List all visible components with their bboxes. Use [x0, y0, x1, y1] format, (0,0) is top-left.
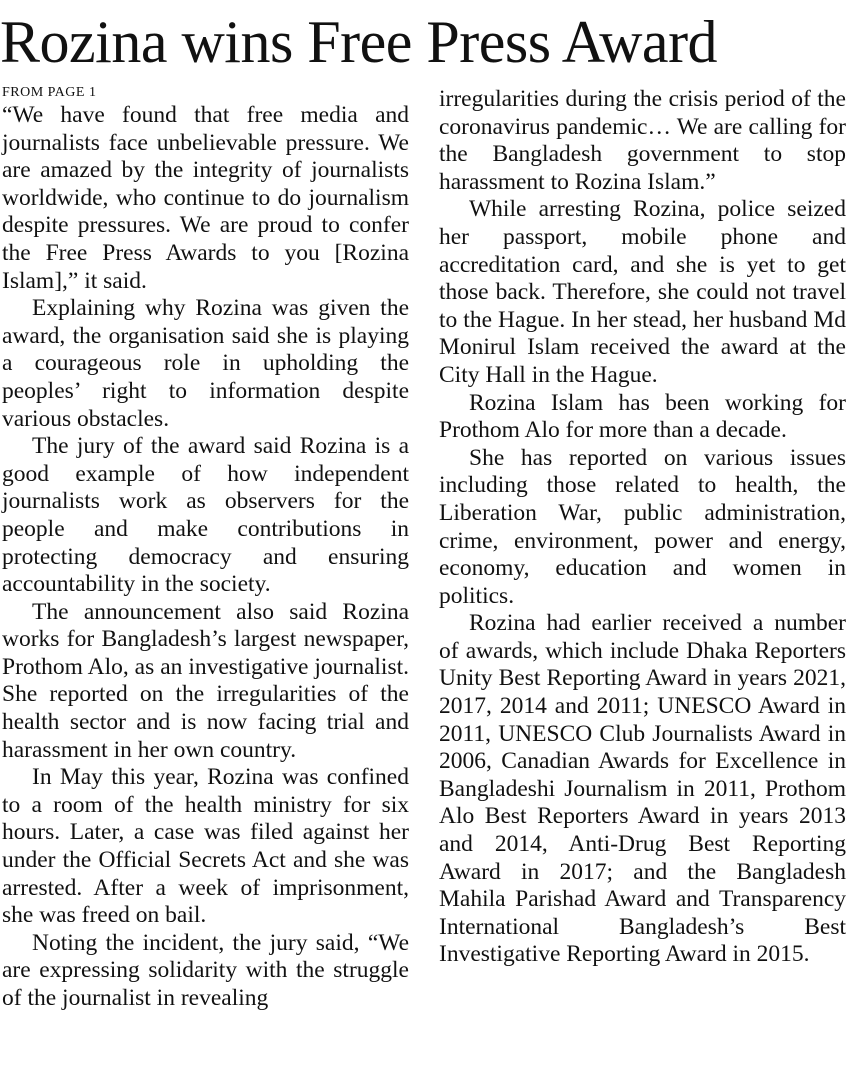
paragraph: “We have found that free media and journalists face unbelievable pressure. We are amazed by the integrity of journalists worldwide, who continue to do journalism despite pressures. We are proud to confer the Free Press Awards to you [Rozina Islam],” it said. [2, 102, 409, 294]
paragraph: The announcement also said Rozina works for Bangladesh’s largest newspaper, Prothom Alo, as an investigative journalist. She reported on the irregularities of the health sector and is now facing trial and harassment in her own country. [2, 598, 409, 763]
article-headline: Rozina wins Free Press Award [0, 9, 718, 75]
paragraph: Rozina Islam has been working for Prothom Alo for more than a decade. [439, 389, 846, 444]
paragraph: She has reported on various issues including those related to health, the Liberation War, public administration, crime, environment, power and energy, economy, education and women in politics. [439, 444, 846, 609]
paragraph: In May this year, Rozina was confined to a room of the health ministry for six hours. Later, a case was filed against her under the Official Secrets Act and she was arrested. After a week of imprisonment, she was freed on bail. [2, 764, 409, 929]
paragraph: Explaining why Rozina was given the award, the organisation said she is playing a courageous role in upholding the peoples’ right to information despite various obstacles. [2, 295, 409, 432]
paragraph: Rozina had earlier received a number of awards, which include Dhaka Reporters Unity Best Reporting Award in years 2021, 2017, 2014 and 2011; UNESCO Award in 2011, UNESCO Club Journalists Award in 2006, Canadian Awards for Excellence in Bangladeshi Journalism in 2011, Prothom Alo Best Reporters Award in years 2013 and 2014, Anti-Drug Best Reporting Award in 2017; and the Bangladesh Mahila Parishad Award and Transparency International Bangladesh’s Best Investigative Reporting Award in 2015. [439, 610, 846, 968]
jump-line: FROM PAGE 1 [2, 85, 97, 100]
paragraph: While arresting Rozina, police seized her passport, mobile phone and accreditation card, and she is yet to get those back. Therefore, she could not travel to the Hague. In her stead, her husband Md Monirul Islam received the award at the City Hall in the Hague. [439, 196, 846, 388]
paragraph: Noting the incident, the jury said, “We are expressing solidarity with the struggle of the journalist in revealing [2, 929, 409, 1011]
article-column-right [439, 86, 846, 969]
paragraph: The jury of the award said Rozina is a good example of how independent journalists work as observers for the people and make contributions in protecting democracy and ensuring accountability in the society. [2, 433, 409, 598]
article-column-left [2, 84, 409, 1013]
paragraph: irregularities during the crisis period of the coronavirus pandemic… We are calling for the Bangladesh government to stop harassment to Rozina Islam.” [439, 86, 846, 195]
